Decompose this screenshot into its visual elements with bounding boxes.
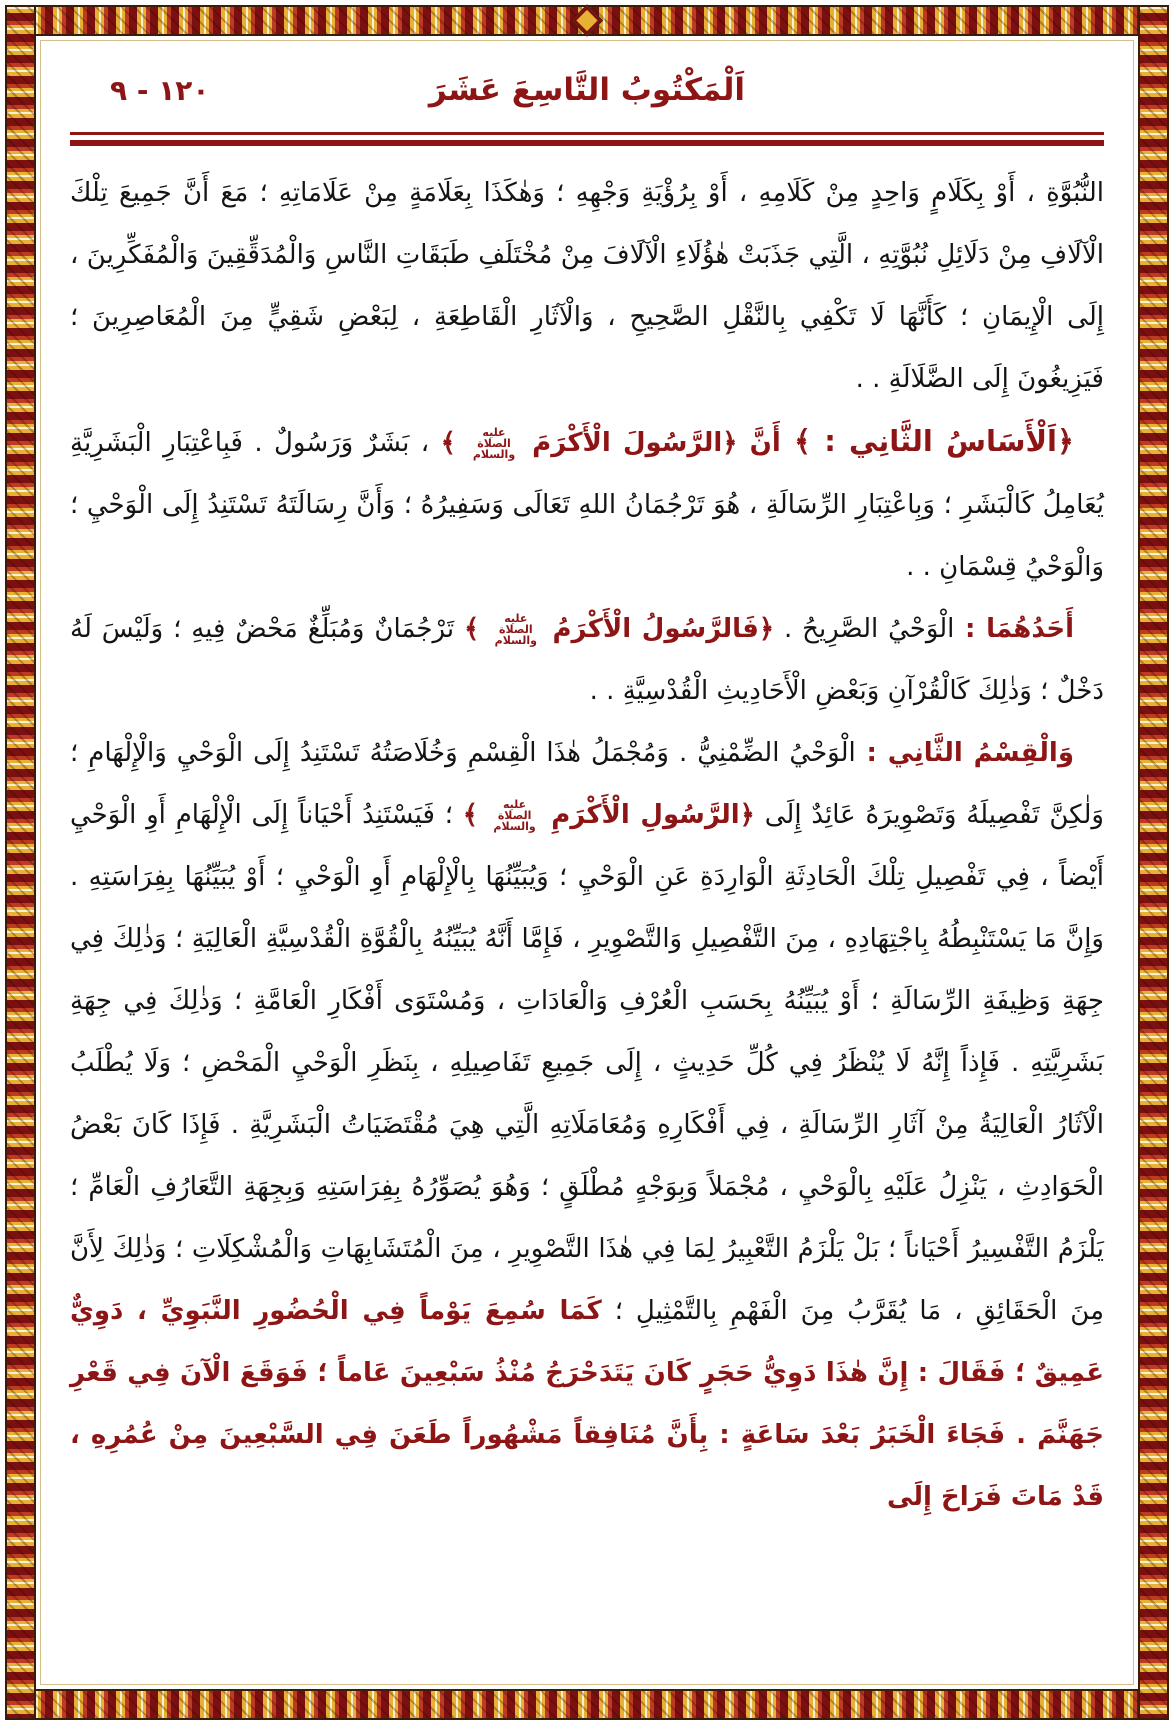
page-number: ١٢٠ - ٩ xyxy=(110,74,210,107)
paragraph-continuation xyxy=(70,162,1104,410)
paragraph-second-foundation xyxy=(70,410,1104,598)
red-text-segment: وَالْقِسْمُ الثَّانِي : xyxy=(855,738,1074,768)
red-text-segment: ﴿فَالرَّسُولُ الْأَكْرَمُ xyxy=(541,614,775,644)
red-text-segment: ﴾ xyxy=(440,428,468,458)
red-text-segment: ﴿اَلْأَسَاسُ الثَّانِي : ﴾ xyxy=(780,424,1074,458)
border-band-left xyxy=(5,5,36,1720)
salawat-seal: عليه الصلاة والسلام xyxy=(494,612,537,647)
red-text-segment: ﴾ xyxy=(462,800,489,830)
salawat-seal: عليه الصلاة والسلام xyxy=(493,798,536,833)
text-segment: الْوَحْيُ الضِّمْنِيُّ . وَمُجْمَلُ هٰذَا الْقِسْمِ وَخُلَاصَتُهُ تَسْتَنِدُ إِلَى الْوَحْيِ وَالْإِلْهَامِ ؛ وَلٰكِنَّ تَفْصِيلَهُ وَتَصْوِيرَهُ عَائِدٌ إِلَى xyxy=(70,738,1104,830)
header-double-rule xyxy=(70,132,1104,146)
page-header xyxy=(70,58,1104,124)
page-title: اَلْمَكْتُوبُ التَّاسِعَ عَشَرَ xyxy=(428,72,746,108)
border-band-bottom xyxy=(5,1689,1169,1720)
red-text-segment: أَحَدُهُمَا : xyxy=(954,614,1075,644)
paragraph-first-kind xyxy=(70,598,1104,722)
page-content xyxy=(70,58,1104,1661)
red-text-segment: ﴾ xyxy=(463,614,490,644)
text-segment: النُّبُوَّةِ ، أَوْ بِكَلَامٍ وَاحِدٍ مِنْ كَلَامِهِ ، أَوْ بِرُؤْيَةِ وَجْهِهِ ؛ وَهٰكَذَا بِعَلَامَةٍ مِنْ عَلَامَاتِهِ ؛ مَعَ أَنَّ جَمِيعَ تِلْكَ الْآلَافِ مِنْ دَلَائِلِ نُبُوَّتِهِ ، الَّتِي جَذَبَتْ هٰؤُلَاءِ الْآلَافَ مِنْ مُخْتَلَفِ طَبَقَاتِ النَّاسِ وَالْمُدَقِّقِينَ وَالْمُفَكِّرِينَ ، إِلَى الْإِيمَانِ ؛ كَأَنَّهَا لَا تَكْفِي بِالنَّقْلِ الصَّحِيحِ ، وَالْآثَارِ الْقَاطِعَةِ ، لِبَعْضِ شَقِيٍّ مِنَ الْمُعَاصِرِينَ ؛ فَيَزِيغُونَ إِلَى الضَّلَالَةِ . . xyxy=(70,178,1104,394)
text-segment: تَرْجُمَانٌ وَمُبَلِّغٌ مَحْضٌ فِيهِ ؛ وَلَيْسَ لَهُ دَخْلٌ ؛ وَذٰلِكَ كَالْقُرْآنِ وَبَعْضِ الْأَحَادِيثِ الْقُدْسِيَّةِ . . xyxy=(70,614,1104,706)
body-text xyxy=(70,162,1104,1528)
border-band-right xyxy=(1138,5,1169,1720)
text-segment: الْوَحْيُ الصَّرِيحُ . xyxy=(774,614,955,644)
text-segment: ؛ فَيَسْتَنِدُ أَحْيَاناً إِلَى الْإِلْهَامِ أَوِ الْوَحْيِ أَيْضاً ، فِي تَفْصِيلِ تِلْكَ الْحَادِثَةِ الْوَارِدَةِ عَنِ الْوَحْيِ ؛ وَيُبَيِّنُهَا بِالْإِلْهَامِ أَوِ الْوَحْيِ ؛ أَوْ يُبَيِّنُهَا بِفِرَاسَتِهِ . وَإِنَّ مَا يَسْتَنْبِطُهُ بِاجْتِهَادِهِ ، مِنَ التَّفْصِيلِ وَالتَّصْوِيرِ ، فَإِمَّا أَنَّهُ يُبَيِّنُهُ بِالْقُوَّةِ الْقُدْسِيَّةِ الْعَالِيَةِ ؛ وَذٰلِكَ فِي جِهَةِ وَظِيفَةِ الرِّسَالَةِ ؛ أَوْ يُبَيِّنُهُ بِحَسَبِ الْعُرْفِ وَالْعَادَاتِ ، وَمُسْتَوَى أَفْكَارِ الْعَامَّةِ ؛ وَذٰلِكَ فِي جِهَةِ بَشَرِيَّتِهِ . فَإِذاً إِنَّهُ لَا يُنْظَرُ فِي كُلِّ حَدِيثٍ ، إِلَى جَمِيعِ تَفَاصِيلِهِ ، بِنَظَرِ الْوَحْيِ الْمَحْضِ ؛ وَلَا يُطْلَبُ الْآثَارُ الْعَالِيَةُ مِنْ آثَارِ الرِّسَالَةِ ، فِي أَفْكَارِهِ وَمُعَامَلَاتِهِ الَّتِي هِيَ مُقْتَضَيَاتُ الْبَشَرِيَّةِ . فَإِذَا كَانَ بَعْضُ الْحَوَادِثِ ، يَنْزِلُ عَلَيْهِ بِالْوَحْيِ ، مُجْمَلاً وَبِوَجْهٍ مُطْلَقٍ ؛ وَهُوَ يُصَوِّرُهُ بِفِرَاسَتِهِ وَبِجِهَةِ التَّعَارُفِ الْعَامِّ ؛ يَلْزَمُ التَّفْسِيرُ أَحْيَاناً ؛ بَلْ يَلْزَمُ التَّعْبِيرُ لِمَا فِي هٰذَا التَّصْوِيرِ ، مِنَ الْمُتَشَابِهَاتِ وَالْمُشْكِلَاتِ ؛ وَذٰلِكَ لِأَنَّ مِنَ الْحَقَائِقِ ، مَا يُقَرَّبُ مِنَ الْفَهْمِ بِالتَّمْثِيلِ ؛ xyxy=(70,800,1104,1326)
salawat-seal: عليه الصلاة والسلام xyxy=(472,426,516,461)
red-text-segment: كَمَا سُمِعَ يَوْماً فِي الْحُضُورِ النَّبَوِيِّ ، دَوِيٌّ عَمِيقٌ ؛ فَقَالَ : إِنَّ هٰذَا دَوِيُّ حَجَرٍ كَانَ يَتَدَحْرَجُ مُنْذُ سَبْعِينَ عَاماً ؛ فَوَقَعَ الْآنَ فِي قَعْرِ جَهَنَّمَ . فَجَاءَ الْخَبَرُ بَعْدَ سَاعَةٍ : بِأَنَّ مُنَافِقاً مَشْهُوراً طَعَنَ فِي السَّبْعِينَ مِنْ عُمُرِهِ ، قَدْ مَاتَ فَرَاحَ إِلَى xyxy=(70,1296,1104,1512)
text-segment: ، بَشَرٌ وَرَسُولٌ . فَبِاعْتِبَارِ الْبَشَرِيَّةِ يُعَامِلُ كَالْبَشَرِ ؛ وَبِاعْتِبَارِ الرِّسَالَةِ ، هُوَ تَرْجُمَانُ اللهِ تَعَالَى وَسَفِيرُهُ ؛ وَأَنَّ رِسَالَتَهُ تَسْتَنِدُ إِلَى الْوَحْيِ ؛ وَالْوَحْيُ قِسْمَانِ . . xyxy=(70,428,1104,582)
paragraph-second-kind xyxy=(70,722,1104,1528)
red-text-segment: أَنَّ ﴿الرَّسُولَ الْأَكْرَمَ xyxy=(520,428,781,458)
red-text-segment: ﴿الرَّسُولِ الْأَكْرَمِ xyxy=(540,800,755,830)
